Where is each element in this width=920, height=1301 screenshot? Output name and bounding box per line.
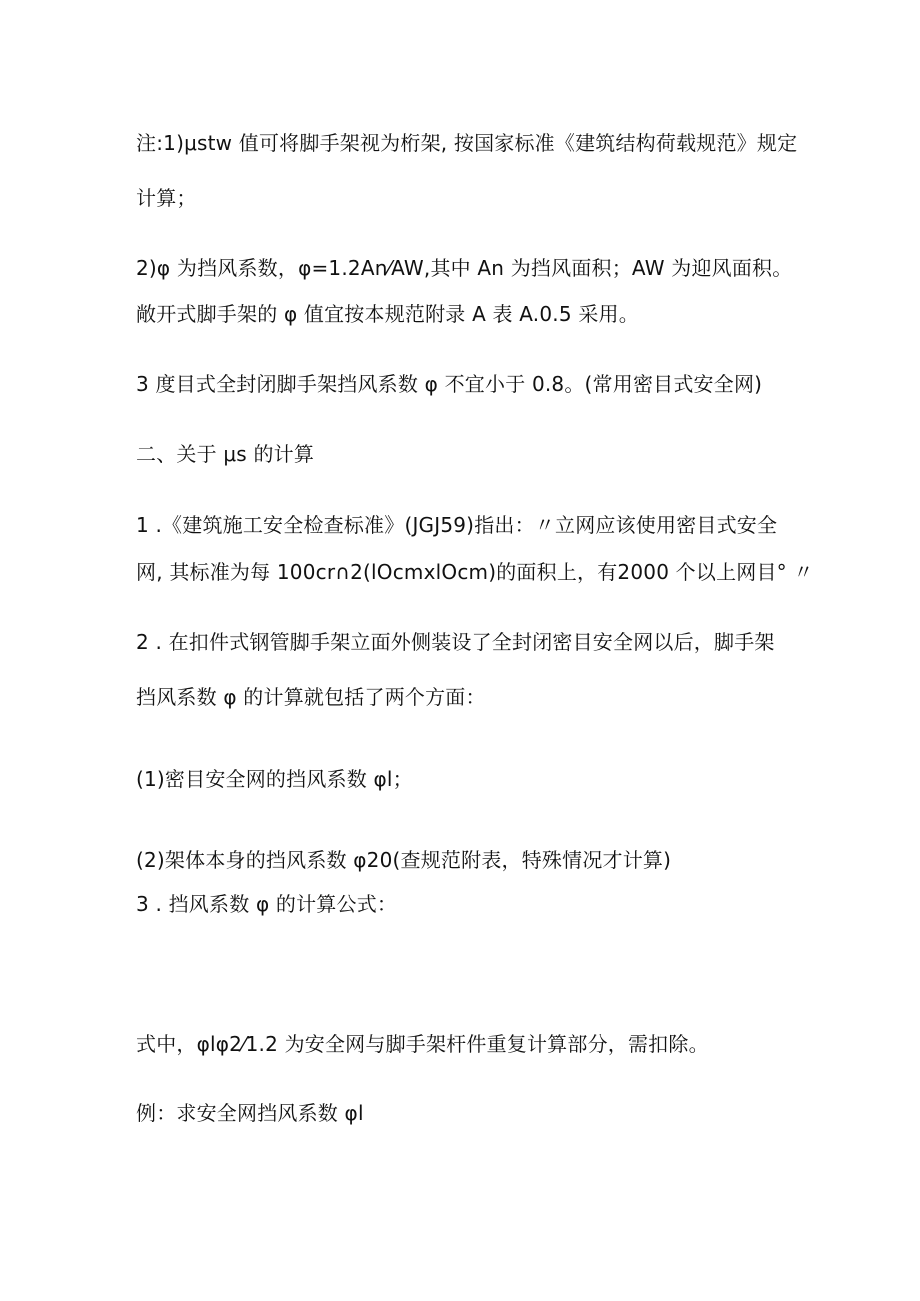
text-line-note-1: 注:1)μstw 值可将脚手架视为桁架, 按国家标准《建筑结构荷载规范》规定 bbox=[136, 131, 798, 155]
section-heading-mus: 二、关于 μs 的计算 bbox=[136, 442, 315, 466]
text-line-subitem-2: (2)架体本身的挡风系数 φ20(查规范附表，特殊情况才计算) bbox=[136, 848, 672, 872]
text-line-note-3: 3 度目式全封闭脚手架挡风系数 φ 不宜小于 0.8。(常用密目式安全网) bbox=[136, 372, 763, 396]
text-line-note-1-cont: 计算； bbox=[136, 186, 197, 210]
text-line-item-1: 1 .《建筑施工安全检查标准》(JGJ59)指出：〃立网应该使用密目式安全 bbox=[136, 513, 778, 537]
text-line-formula-note: 式中，φlφ2⁄1.2 为安全网与脚手架杆件重复计算部分，需扣除。 bbox=[136, 1032, 709, 1056]
text-line-subitem-1: (1)密目安全网的挡风系数 φl； bbox=[136, 767, 413, 791]
text-line-note-2-cont: 敞开式脚手架的 φ 值宜按本规范附录 A 表 A.0.5 采用。 bbox=[136, 302, 639, 326]
text-line-item-1-cont: 网, 其标准为每 100cr∩2(lOcmxlOcm)的面积上，有2000 个以上网目° 〃 bbox=[136, 560, 814, 584]
text-line-item-2: 2 . 在扣件式钢管脚手架立面外侧装设了全封闭密目安全网以后，脚手架 bbox=[136, 630, 775, 654]
text-line-note-2: 2)φ 为挡风系数，φ=1.2An⁄AW,其中 An 为挡风面积；AW 为迎风面积。 bbox=[136, 256, 793, 280]
text-line-item-3: 3 . 挡风系数 φ 的计算公式： bbox=[136, 892, 398, 916]
text-line-item-2-cont: 挡风系数 φ 的计算就包括了两个方面： bbox=[136, 685, 486, 709]
text-line-example: 例：求安全网挡风系数 φl bbox=[136, 1101, 364, 1125]
